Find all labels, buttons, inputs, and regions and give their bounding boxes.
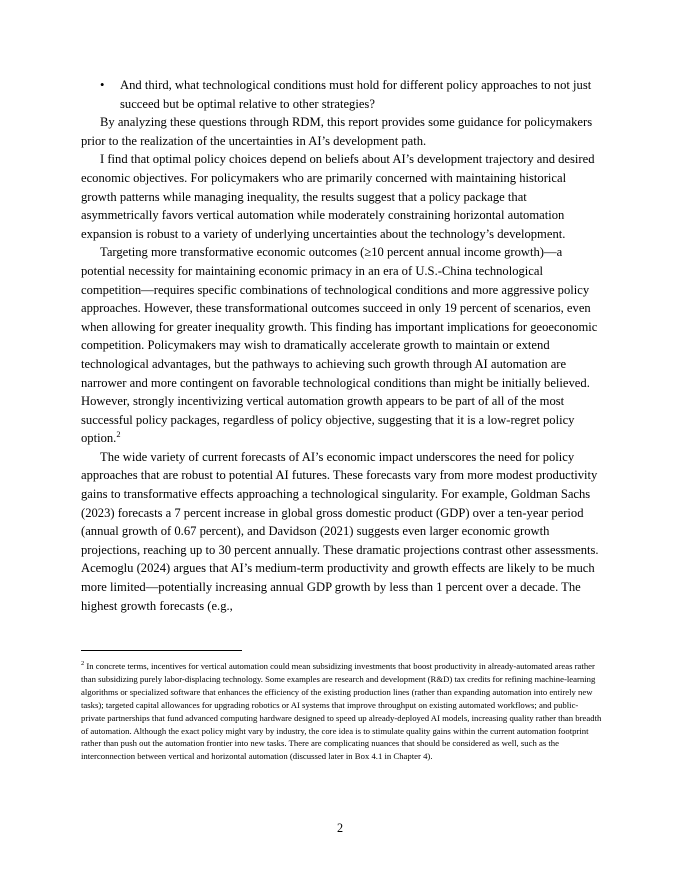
bulleted-list <box>81 76 599 113</box>
footnote-content: In concrete terms, incentives for vertical automation could mean subsidizing investments that boost productivity in already-automated areas rather than subsidizing purely labor-displacing technology. Some examples are research and development (R&D) tax credits for refining machine-learning algorithms or specialized software that enhances the efficiency of the existing production lines (rather than expanding automation into entirely new tasks); targeted capital allowances for upgrading robotics or AI systems that improve throughput on existing automated workflows; and public-private partnerships that fund advanced computing hardware designed to speed up already-deployed AI models, increasing quality rather than breadth of automation. Although the exact policy might vary by industry, the core idea is to stimulate quality gains within the current automation footprint rather than push out the automation frontier into new tasks. There are complicating nuances that should be considered as well, such as the interconnection between vertical and horizontal automation (discussed later in Box 4.1 in Chapter 4). <box>81 661 602 762</box>
body-paragraph-4: The wide variety of current forecasts of AI’s economic impact underscores the need for policy approaches that are robust to potential AI futures. These forecasts vary from more modest productivity gains to transformative effects approaching a technological singularity. For example, Goldman Sachs (2023) forecasts a 7 percent increase in global gross domestic product (GDP) over a ten-year period (annual growth of 0.67 percent), and Davidson (2021) suggests even larger economic growth projections, reaching up to 30 percent annually. These dramatic projections contrast other assessments. Acemoglu (2024) argues that AI’s medium-term productivity and growth effects are likely to be much more limited—potentially increasing annual GDP growth by less than 1 percent over a decade. The highest growth forecasts (e.g., <box>81 449 599 613</box>
page-number: 2 <box>336 821 344 835</box>
list-item-text: And third, what technological conditions must hold for different policy approaches to not just succeed but be optimal relative to other strategies? <box>120 78 592 111</box>
body-paragraph-1: By analyzing these questions through RDM, this report provides some guidance for policymakers prior to the realization of the uncertainties in AI’s development path. <box>81 115 593 148</box>
page-content <box>81 76 599 615</box>
body-paragraph-3-text: Targeting more transformative economic outcomes (≥10 percent annual income growth)—a potential necessity for maintaining economic primacy in an era of U.S.-China technological competition—requires specific combinations of technological conditions and more aggressive policy approaches. However, these transformational outcomes succeed in only 19 percent of scenarios, even when allowing for greater inequality growth. This finding has important implications for geoeconomic competition. Policymakers may wish to dramatically accelerate growth to maintain or extend technological advantages, but the pathways to achieving such growth through AI automation are narrower and more contingent on favorable technological conditions than might be initially believed. However, strongly incentivizing vertical automation growth appears to be part of all of the most successful policy packages, regardless of policy objective, suggesting that it is a low-regret policy option. <box>81 245 598 446</box>
footnote-number: 2 <box>81 660 85 668</box>
footnote-section <box>81 650 602 763</box>
list-item <box>81 76 599 113</box>
footnote-reference-marker[interactable]: 2 <box>116 430 121 440</box>
body-paragraph-2: I find that optimal policy choices depend on beliefs about AI’s development trajectory and desired economic objectives. For policymakers who are primarily concerned with maintaining historical growth patterns while managing inequality, the results suggest that a policy package that asymmetrically favors vertical automation while moderately constraining horizontal automation expansion is robust to a variety of underlying uncertainties about the technology’s development. <box>81 152 595 241</box>
bullet-point-icon: • <box>100 78 105 92</box>
footnote-separator-rule <box>81 650 242 651</box>
body-paragraph-3 <box>81 243 599 448</box>
footnote-body <box>81 660 602 763</box>
